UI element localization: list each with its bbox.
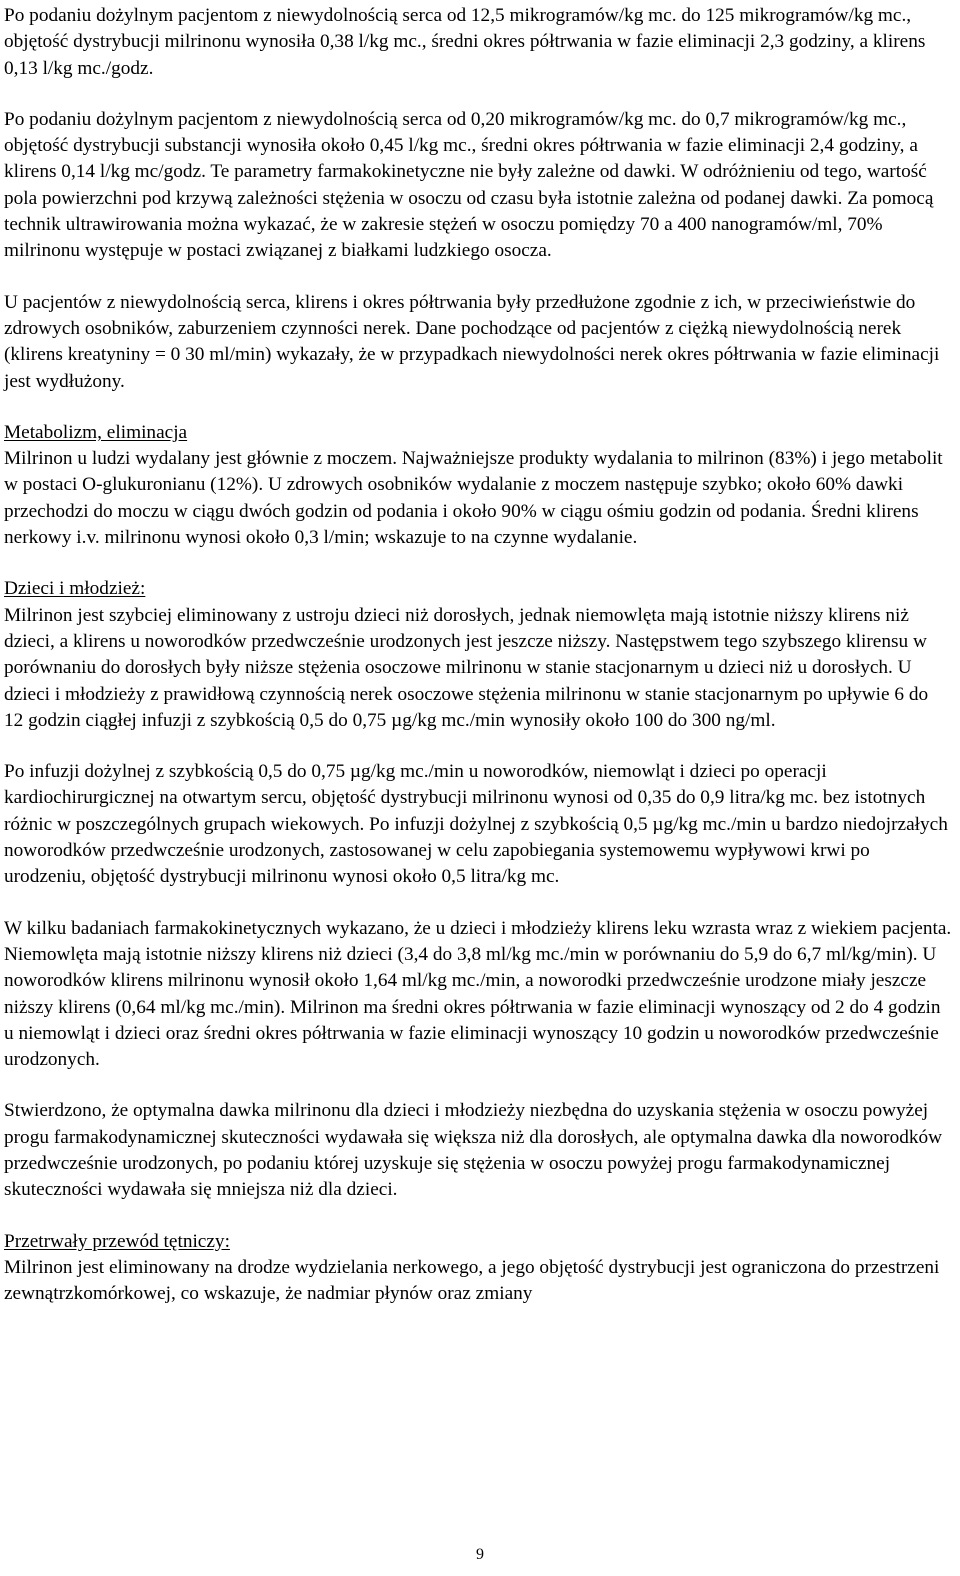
pk-parameters-paragraph: Po podaniu dożylnym pacjentom z niewydolnością serca od 0,20 mikrogramów/kg mc. do 0,7 mikrogramów/kg mc., objętość dystrybucji substancji wynosiła około 0,45 l/kg mc., średni okres półtrwania w fazie eliminacji 2,4 godziny, a klirens 0,14 l/kg mc/godz. Te parametry farmakokinetyczne nie były zależne od dawki. W odróżnieniu od tego, wartość pola powierzchni pod krzywą zależności stężenia w osoczu od czasu była istotnie zależna od podanej dawki. Za pomocą technik ultrawirowania można wykazać, że w zakresie stężeń w osoczu pomiędzy 70 a 400 nanogramów/ml, 70% milrinonu występuje w postaci związanej z białkami ludzkiego osocza. [4,108,934,262]
section-heading: Dzieci i młodzież: [4,578,146,600]
section-paragraph: Milrinon jest eliminowany na drodze wydzielania nerkowego, a jego objętość dystrybucji jest ograniczona do przestrzeni zewnątrzkomórkowej, co wskazuje, że nadmiar płynów oraz zmiany [4,1256,940,1305]
section-patent-ductus-arteriosus [4,1229,952,1308]
section-pediatrics [4,576,952,734]
section-paragraph: Milrinon u ludzi wydalany jest głównie z moczem. Najważniejsze produkty wydalania to milrinon (83%) i jego metabolit w postaci O-glukuronianu (12%). U zdrowych osobników wydalanie z moczem następuje szybko; około 60% dawki przechodzi do moczu w ciągu dwóch godzin od podania i około 90% w ciągu ośmiu godzin od podania. Średni klirens nerkowy i.v. milrinonu wynosi około 0,3 l/min; wskazuje to na czynne wydalanie. [4,448,943,549]
section-paragraph: Po infuzji dożylnej z szybkością 0,5 do 0,75 µg/kg mc./min u noworodków, niemowląt i dzieci po operacji kardiochirurgicznej na otwartym sercu, objętość dystrybucji milrinonu wynosi od 0,35 do 0,9 litra/kg mc. bez istotnych różnic w poszczególnych grupach wiekowych. Po infuzji dożylnej z szybkością 0,5 µg/kg mc./min u bardzo niedojrzałych noworodków przedwcześnie urodzonych, zastosowanej w celu zapobiegania systemowemu wypływowi krwi po urodzeniu, objętość dystrybucji milrinonu wynosi około 0,5 litra/kg mc. [4,761,948,888]
document-body [4,3,952,1332]
renal-impairment-paragraph: U pacjentów z niewydolnością serca, klirens i okres półtrwania były przedłużone zgodnie z ich, w przeciwieństwie do zdrowych osobników, zaburzeniem czynności nerek. Dane pochodzące od pacjentów z ciężką niewydolnością nerek (klirens kreatyniny = 0 30 ml/min) wykazały, że w przypadkach niewydolności nerek okres półtrwania w fazie eliminacji jest wydłużony. [4,291,940,392]
section-paragraph: Milrinon jest szybciej eliminowany z ustroju dzieci niż dorosłych, jednak niemowlęta mają istotnie niższy klirens niż dzieci, a klirens u noworodków przedwcześnie urodzonych jest jeszcze niższy. Następstwem tego szybszego klirensu w porównaniu do dorosłych były niższe stężenia osoczowe milrinonu w stanie stacjonarnym u dzieci niż u dorosłych. U dzieci i młodzieży z prawidłową czynnością nerek osoczowe stężenia milrinonu w stanie stacjonarnym po upływie 6 do 12 godzin ciągłej infuzji z szybkością 0,5 do 0,75 µg/kg mc./min wynosiły około 100 do 300 ng/ml. [4,604,929,731]
page-number: 9 [476,1546,484,1563]
section-heading: Przetrwały przewód tętniczy: [4,1230,230,1252]
section-paragraph: W kilku badaniach farmakokinetycznych wykazano, że u dzieci i młodzieży klirens leku wzrasta wraz z wiekiem pacjenta. Niemowlęta mają istotnie niższy klirens niż dzieci (3,4 do 3,8 ml/kg mc./min w porównaniu do 5,9 do 6,7 ml/kg/min). U noworodków klirens milrinonu wynosił około 1,64 ml/kg mc./min, a noworodki przedwcześnie urodzone miały jeszcze niższy klirens (0,64 ml/kg mc./min). Milrinon ma średni okres półtrwania w fazie eliminacji wynoszący od 2 do 4 godzin u niemowląt i dzieci oraz średni okres półtrwania w fazie eliminacji wynoszący 10 godzin u noworodków przedwcześnie urodzonych. [4,917,952,1071]
pk-iv-dose-range-paragraph: Po podaniu dożylnym pacjentom z niewydolnością serca od 12,5 mikrogramów/kg mc. do 125 mikrogramów/kg mc., objętość dystrybucji milrinonu wynosiła 0,38 l/kg mc., średni okres półtrwania w fazie eliminacji 2,3 godziny, a klirens 0,13 l/kg mc./godz. [4,5,926,79]
section-heading: Metabolizm, eliminacja [4,421,188,443]
section-paragraph: Stwierdzono, że optymalna dawka milrinonu dla dzieci i młodzieży niezbędna do uzyskania stężenia w osoczu powyżej progu farmakodynamicznej skuteczności wydawała się większa niż dla dorosłych, ale optymalna dawka dla noworodków przedwcześnie urodzonych, po podaniu której uzyskuje się stężenia w osoczu powyżej progu farmakodynamicznej skuteczności wydawała się mniejsza niż dla dzieci. [4,1100,943,1201]
section-metabolism [4,420,952,551]
